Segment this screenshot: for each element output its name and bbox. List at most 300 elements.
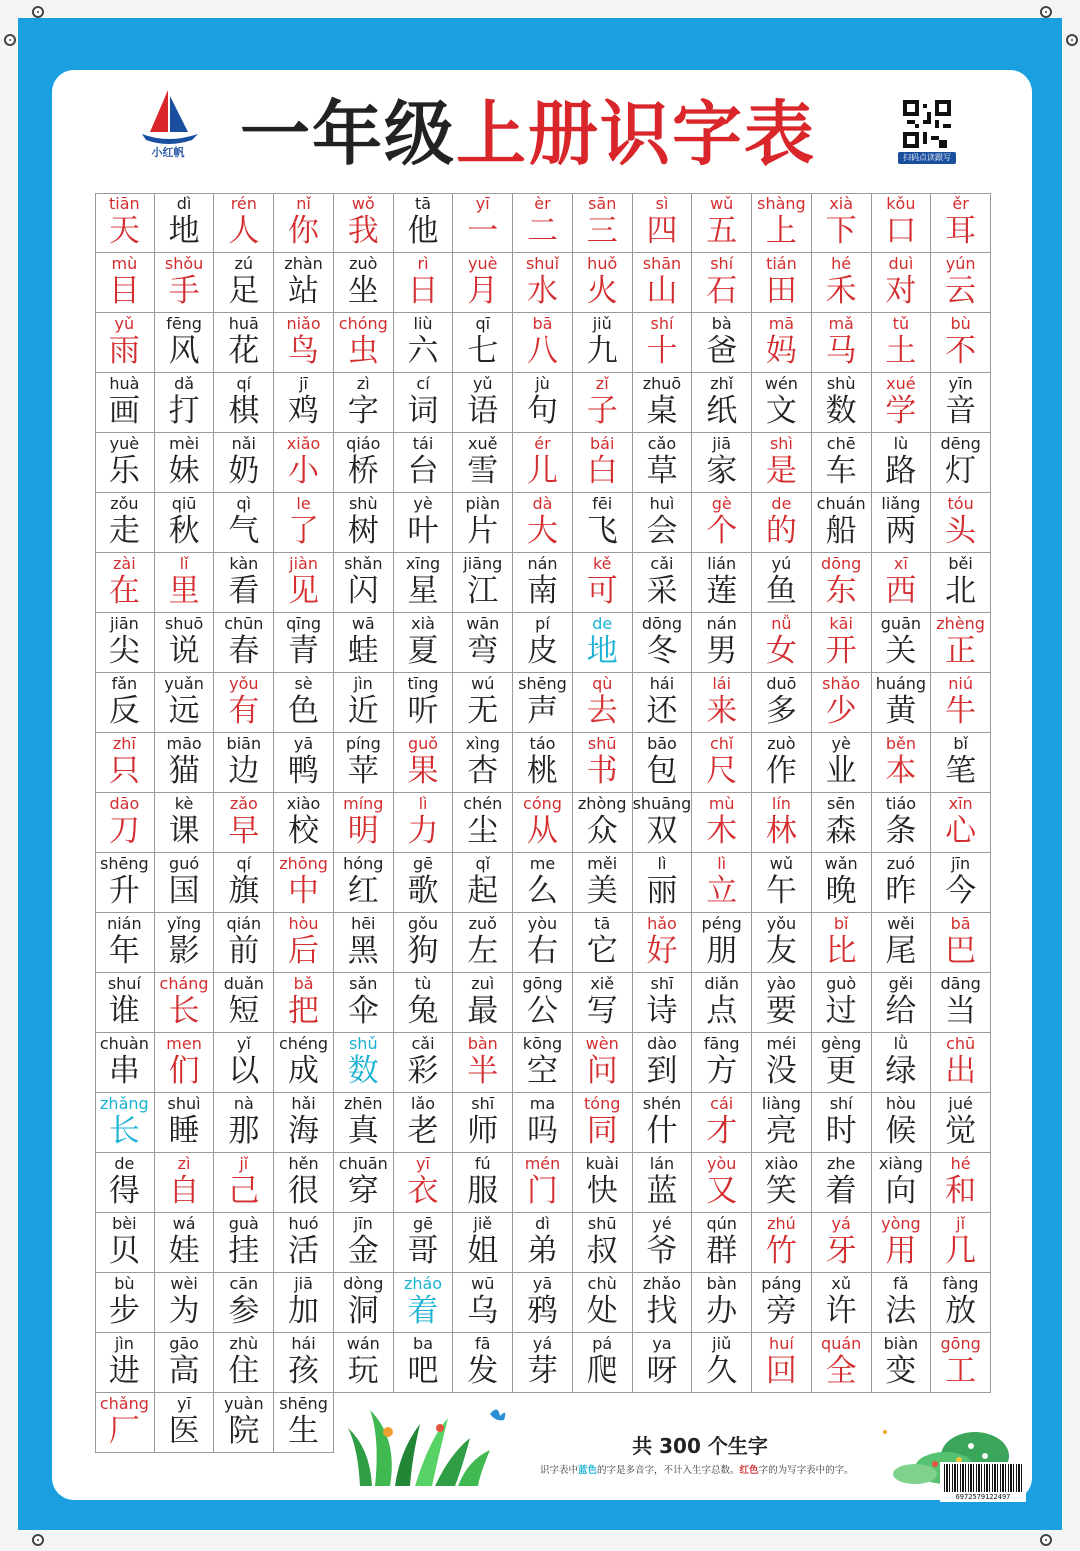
character-cell[interactable] <box>513 1033 573 1093</box>
character-cell[interactable] <box>513 553 573 613</box>
character-cell[interactable] <box>95 1273 155 1333</box>
character-cell[interactable] <box>692 253 752 313</box>
character-cell[interactable] <box>692 1333 752 1393</box>
character-cell[interactable] <box>274 1333 334 1393</box>
character-cell[interactable] <box>274 253 334 313</box>
character-cell[interactable] <box>633 1213 693 1273</box>
character-cell[interactable] <box>214 253 274 313</box>
character-cell[interactable] <box>812 313 872 373</box>
character-cell[interactable] <box>692 1213 752 1273</box>
character-cell[interactable] <box>573 373 633 433</box>
character-cell[interactable] <box>752 853 812 913</box>
character-cell[interactable] <box>334 613 394 673</box>
character-cell[interactable] <box>872 1273 932 1333</box>
character-cell[interactable] <box>453 373 513 433</box>
character-cell[interactable] <box>872 853 932 913</box>
character-cell[interactable] <box>812 853 872 913</box>
character-cell[interactable] <box>394 433 454 493</box>
character-cell[interactable] <box>214 1333 274 1393</box>
character-cell[interactable] <box>931 433 991 493</box>
character-cell[interactable] <box>872 1213 932 1273</box>
character-cell[interactable] <box>513 1213 573 1273</box>
character-cell[interactable] <box>812 493 872 553</box>
character-cell[interactable] <box>872 433 932 493</box>
character-cell[interactable] <box>692 793 752 853</box>
character-cell[interactable] <box>155 433 215 493</box>
character-cell[interactable] <box>752 793 812 853</box>
character-cell[interactable] <box>812 1153 872 1213</box>
character-cell[interactable] <box>812 1273 872 1333</box>
character-cell[interactable] <box>155 1153 215 1213</box>
character-cell[interactable] <box>633 373 693 433</box>
character-cell[interactable] <box>214 973 274 1033</box>
character-cell[interactable] <box>872 973 932 1033</box>
character-cell[interactable] <box>872 493 932 553</box>
character-cell[interactable] <box>872 313 932 373</box>
character-cell[interactable] <box>394 913 454 973</box>
character-cell[interactable] <box>394 973 454 1033</box>
character-cell[interactable] <box>155 313 215 373</box>
character-cell[interactable] <box>692 853 752 913</box>
character-cell[interactable] <box>573 733 633 793</box>
character-cell[interactable] <box>394 313 454 373</box>
character-cell[interactable] <box>633 793 693 853</box>
character-cell[interactable] <box>513 733 573 793</box>
character-cell[interactable] <box>633 253 693 313</box>
character-cell[interactable] <box>752 1033 812 1093</box>
character-cell[interactable] <box>394 613 454 673</box>
character-cell[interactable] <box>274 493 334 553</box>
character-cell[interactable] <box>573 1093 633 1153</box>
character-cell[interactable] <box>274 1153 334 1213</box>
character-cell[interactable] <box>692 313 752 373</box>
character-cell[interactable] <box>513 673 573 733</box>
character-cell[interactable] <box>752 973 812 1033</box>
character-cell[interactable] <box>692 493 752 553</box>
character-cell[interactable] <box>513 253 573 313</box>
character-cell[interactable] <box>95 433 155 493</box>
character-cell[interactable] <box>752 1153 812 1213</box>
character-cell[interactable] <box>812 553 872 613</box>
character-cell[interactable] <box>931 193 991 253</box>
character-cell[interactable] <box>334 853 394 913</box>
character-cell[interactable] <box>573 493 633 553</box>
character-cell[interactable] <box>95 553 155 613</box>
character-cell[interactable] <box>155 553 215 613</box>
character-cell[interactable] <box>573 1333 633 1393</box>
character-cell[interactable] <box>812 253 872 313</box>
character-cell[interactable] <box>453 1033 513 1093</box>
character-cell[interactable] <box>334 1093 394 1153</box>
character-cell[interactable] <box>274 1213 334 1273</box>
character-cell[interactable] <box>334 1033 394 1093</box>
character-cell[interactable] <box>513 613 573 673</box>
character-cell[interactable] <box>513 373 573 433</box>
character-cell[interactable] <box>334 913 394 973</box>
character-cell[interactable] <box>214 553 274 613</box>
character-cell[interactable] <box>95 313 155 373</box>
character-cell[interactable] <box>633 553 693 613</box>
character-cell[interactable] <box>155 193 215 253</box>
character-cell[interactable] <box>334 253 394 313</box>
character-cell[interactable] <box>872 373 932 433</box>
character-cell[interactable] <box>95 1333 155 1393</box>
character-cell[interactable] <box>872 913 932 973</box>
character-cell[interactable] <box>274 673 334 733</box>
character-cell[interactable] <box>274 433 334 493</box>
character-cell[interactable] <box>633 1153 693 1213</box>
character-cell[interactable] <box>453 793 513 853</box>
character-cell[interactable] <box>155 973 215 1033</box>
character-cell[interactable] <box>334 373 394 433</box>
character-cell[interactable] <box>812 373 872 433</box>
character-cell[interactable] <box>812 673 872 733</box>
character-cell[interactable] <box>872 253 932 313</box>
character-cell[interactable] <box>513 1273 573 1333</box>
character-cell[interactable] <box>453 613 513 673</box>
character-cell[interactable] <box>812 1213 872 1273</box>
character-cell[interactable] <box>872 1333 932 1393</box>
character-cell[interactable] <box>573 1213 633 1273</box>
character-cell[interactable] <box>633 973 693 1033</box>
character-cell[interactable] <box>573 433 633 493</box>
character-cell[interactable] <box>573 1273 633 1333</box>
character-cell[interactable] <box>334 733 394 793</box>
character-cell[interactable] <box>334 553 394 613</box>
character-cell[interactable] <box>274 793 334 853</box>
character-cell[interactable] <box>752 253 812 313</box>
character-cell[interactable] <box>513 313 573 373</box>
character-cell[interactable] <box>633 853 693 913</box>
character-cell[interactable] <box>214 793 274 853</box>
character-cell[interactable] <box>394 193 454 253</box>
character-cell[interactable] <box>214 1393 274 1453</box>
character-cell[interactable] <box>274 313 334 373</box>
character-cell[interactable] <box>812 1333 872 1393</box>
character-cell[interactable] <box>394 553 454 613</box>
character-cell[interactable] <box>453 733 513 793</box>
character-cell[interactable] <box>513 193 573 253</box>
character-cell[interactable] <box>95 1093 155 1153</box>
character-cell[interactable] <box>633 433 693 493</box>
character-cell[interactable] <box>394 733 454 793</box>
character-cell[interactable] <box>95 493 155 553</box>
character-cell[interactable] <box>812 793 872 853</box>
character-cell[interactable] <box>573 913 633 973</box>
character-cell[interactable] <box>334 1273 394 1333</box>
character-cell[interactable] <box>95 913 155 973</box>
character-cell[interactable] <box>95 733 155 793</box>
character-cell[interactable] <box>155 493 215 553</box>
character-cell[interactable] <box>95 973 155 1033</box>
character-cell[interactable] <box>931 613 991 673</box>
character-cell[interactable] <box>573 673 633 733</box>
character-cell[interactable] <box>394 493 454 553</box>
character-cell[interactable] <box>931 973 991 1033</box>
character-cell[interactable] <box>155 733 215 793</box>
character-cell[interactable] <box>453 913 513 973</box>
character-cell[interactable] <box>155 253 215 313</box>
character-cell[interactable] <box>214 313 274 373</box>
character-cell[interactable] <box>752 433 812 493</box>
character-cell[interactable] <box>155 853 215 913</box>
character-cell[interactable] <box>214 673 274 733</box>
character-cell[interactable] <box>453 1093 513 1153</box>
character-cell[interactable] <box>155 1393 215 1453</box>
character-cell[interactable] <box>274 733 334 793</box>
character-cell[interactable] <box>752 373 812 433</box>
character-cell[interactable] <box>214 853 274 913</box>
character-cell[interactable] <box>931 913 991 973</box>
character-cell[interactable] <box>214 193 274 253</box>
character-cell[interactable] <box>931 553 991 613</box>
character-cell[interactable] <box>394 253 454 313</box>
character-cell[interactable] <box>931 373 991 433</box>
character-cell[interactable] <box>633 613 693 673</box>
character-cell[interactable] <box>334 1153 394 1213</box>
character-cell[interactable] <box>752 1093 812 1153</box>
character-cell[interactable] <box>95 613 155 673</box>
character-cell[interactable] <box>513 433 573 493</box>
character-cell[interactable] <box>573 553 633 613</box>
character-cell[interactable] <box>692 433 752 493</box>
character-cell[interactable] <box>394 1333 454 1393</box>
character-cell[interactable] <box>394 1213 454 1273</box>
character-cell[interactable] <box>752 913 812 973</box>
character-cell[interactable] <box>394 1153 454 1213</box>
character-cell[interactable] <box>573 853 633 913</box>
character-cell[interactable] <box>752 1273 812 1333</box>
character-cell[interactable] <box>752 1213 812 1273</box>
character-cell[interactable] <box>931 793 991 853</box>
character-cell[interactable] <box>513 1093 573 1153</box>
character-cell[interactable] <box>453 313 513 373</box>
character-cell[interactable] <box>334 433 394 493</box>
character-cell[interactable] <box>274 973 334 1033</box>
character-cell[interactable] <box>692 193 752 253</box>
character-cell[interactable] <box>394 673 454 733</box>
character-cell[interactable] <box>274 1093 334 1153</box>
character-cell[interactable] <box>394 373 454 433</box>
character-cell[interactable] <box>633 733 693 793</box>
character-cell[interactable] <box>95 373 155 433</box>
character-cell[interactable] <box>692 733 752 793</box>
character-cell[interactable] <box>95 1153 155 1213</box>
character-cell[interactable] <box>633 1273 693 1333</box>
character-cell[interactable] <box>394 1093 454 1153</box>
character-cell[interactable] <box>812 613 872 673</box>
character-cell[interactable] <box>453 1153 513 1213</box>
character-cell[interactable] <box>513 853 573 913</box>
character-cell[interactable] <box>633 1333 693 1393</box>
character-cell[interactable] <box>633 193 693 253</box>
character-cell[interactable] <box>453 493 513 553</box>
character-cell[interactable] <box>573 313 633 373</box>
character-cell[interactable] <box>931 493 991 553</box>
character-cell[interactable] <box>931 1033 991 1093</box>
character-cell[interactable] <box>812 433 872 493</box>
character-cell[interactable] <box>155 1033 215 1093</box>
character-cell[interactable] <box>692 673 752 733</box>
character-cell[interactable] <box>872 1153 932 1213</box>
character-cell[interactable] <box>214 493 274 553</box>
character-cell[interactable] <box>633 313 693 373</box>
character-cell[interactable] <box>931 253 991 313</box>
character-cell[interactable] <box>334 313 394 373</box>
character-cell[interactable] <box>453 193 513 253</box>
character-cell[interactable] <box>214 1213 274 1273</box>
character-cell[interactable] <box>214 733 274 793</box>
character-cell[interactable] <box>872 793 932 853</box>
character-cell[interactable] <box>872 733 932 793</box>
character-cell[interactable] <box>513 1153 573 1213</box>
character-cell[interactable] <box>214 1033 274 1093</box>
character-cell[interactable] <box>453 553 513 613</box>
character-cell[interactable] <box>812 193 872 253</box>
character-cell[interactable] <box>334 493 394 553</box>
character-cell[interactable] <box>692 373 752 433</box>
character-cell[interactable] <box>573 1153 633 1213</box>
character-cell[interactable] <box>812 733 872 793</box>
character-cell[interactable] <box>274 1393 334 1453</box>
character-cell[interactable] <box>214 433 274 493</box>
character-cell[interactable] <box>214 1273 274 1333</box>
character-cell[interactable] <box>633 493 693 553</box>
character-cell[interactable] <box>513 913 573 973</box>
character-cell[interactable] <box>513 1333 573 1393</box>
character-cell[interactable] <box>872 193 932 253</box>
character-cell[interactable] <box>931 1213 991 1273</box>
character-cell[interactable] <box>573 793 633 853</box>
character-cell[interactable] <box>274 193 334 253</box>
character-cell[interactable] <box>274 613 334 673</box>
character-cell[interactable] <box>274 1033 334 1093</box>
character-cell[interactable] <box>872 1093 932 1153</box>
character-cell[interactable] <box>573 973 633 1033</box>
qr-code-icon[interactable] <box>903 100 951 148</box>
character-cell[interactable] <box>812 1093 872 1153</box>
character-cell[interactable] <box>274 853 334 913</box>
character-cell[interactable] <box>692 1273 752 1333</box>
character-cell[interactable] <box>633 1093 693 1153</box>
character-cell[interactable] <box>155 673 215 733</box>
character-cell[interactable] <box>931 733 991 793</box>
character-cell[interactable] <box>872 553 932 613</box>
character-cell[interactable] <box>453 1273 513 1333</box>
character-cell[interactable] <box>812 1033 872 1093</box>
character-cell[interactable] <box>394 853 454 913</box>
character-cell[interactable] <box>692 1093 752 1153</box>
character-cell[interactable] <box>155 373 215 433</box>
character-cell[interactable] <box>931 1333 991 1393</box>
character-cell[interactable] <box>155 1093 215 1153</box>
character-cell[interactable] <box>95 193 155 253</box>
character-cell[interactable] <box>334 673 394 733</box>
character-cell[interactable] <box>214 1153 274 1213</box>
character-cell[interactable] <box>453 1333 513 1393</box>
character-cell[interactable] <box>95 1213 155 1273</box>
character-cell[interactable] <box>633 1033 693 1093</box>
character-cell[interactable] <box>692 553 752 613</box>
character-cell[interactable] <box>334 793 394 853</box>
character-cell[interactable] <box>752 193 812 253</box>
character-cell[interactable] <box>752 733 812 793</box>
character-cell[interactable] <box>931 1273 991 1333</box>
character-cell[interactable] <box>752 613 812 673</box>
character-cell[interactable] <box>752 553 812 613</box>
character-cell[interactable] <box>334 193 394 253</box>
character-cell[interactable] <box>573 193 633 253</box>
character-cell[interactable] <box>453 973 513 1033</box>
character-cell[interactable] <box>155 1213 215 1273</box>
character-cell[interactable] <box>274 373 334 433</box>
character-cell[interactable] <box>334 973 394 1033</box>
character-cell[interactable] <box>274 1273 334 1333</box>
character-cell[interactable] <box>573 613 633 673</box>
character-cell[interactable] <box>931 313 991 373</box>
character-cell[interactable] <box>931 673 991 733</box>
character-cell[interactable] <box>692 973 752 1033</box>
character-cell[interactable] <box>394 1273 454 1333</box>
character-cell[interactable] <box>752 313 812 373</box>
character-cell[interactable] <box>453 673 513 733</box>
character-cell[interactable] <box>872 613 932 673</box>
character-cell[interactable] <box>95 793 155 853</box>
character-cell[interactable] <box>214 1093 274 1153</box>
character-cell[interactable] <box>573 253 633 313</box>
character-cell[interactable] <box>872 673 932 733</box>
character-cell[interactable] <box>214 613 274 673</box>
character-cell[interactable] <box>155 1273 215 1333</box>
character-cell[interactable] <box>155 1333 215 1393</box>
character-cell[interactable] <box>931 1093 991 1153</box>
character-cell[interactable] <box>95 673 155 733</box>
character-cell[interactable] <box>453 253 513 313</box>
character-cell[interactable] <box>931 853 991 913</box>
character-cell[interactable] <box>155 913 215 973</box>
character-cell[interactable] <box>692 913 752 973</box>
character-cell[interactable] <box>394 1033 454 1093</box>
character-cell[interactable] <box>95 1033 155 1093</box>
character-cell[interactable] <box>214 913 274 973</box>
character-cell[interactable] <box>573 1033 633 1093</box>
character-cell[interactable] <box>692 1153 752 1213</box>
character-cell[interactable] <box>812 973 872 1033</box>
character-cell[interactable] <box>752 1333 812 1393</box>
character-cell[interactable] <box>513 493 573 553</box>
character-cell[interactable] <box>633 673 693 733</box>
character-cell[interactable] <box>812 913 872 973</box>
character-cell[interactable] <box>334 1333 394 1393</box>
character-cell[interactable] <box>453 433 513 493</box>
character-cell[interactable] <box>931 1153 991 1213</box>
character-cell[interactable] <box>692 613 752 673</box>
character-cell[interactable] <box>95 1393 155 1453</box>
character-cell[interactable] <box>95 853 155 913</box>
character-cell[interactable] <box>752 493 812 553</box>
character-cell[interactable] <box>453 853 513 913</box>
character-cell[interactable] <box>274 913 334 973</box>
character-cell[interactable] <box>692 1033 752 1093</box>
character-cell[interactable] <box>633 913 693 973</box>
character-cell[interactable] <box>155 613 215 673</box>
character-cell[interactable] <box>274 553 334 613</box>
character-cell[interactable] <box>453 1213 513 1273</box>
character-cell[interactable] <box>394 793 454 853</box>
character-cell[interactable] <box>872 1033 932 1093</box>
character-cell[interactable] <box>334 1213 394 1273</box>
character-cell[interactable] <box>752 673 812 733</box>
